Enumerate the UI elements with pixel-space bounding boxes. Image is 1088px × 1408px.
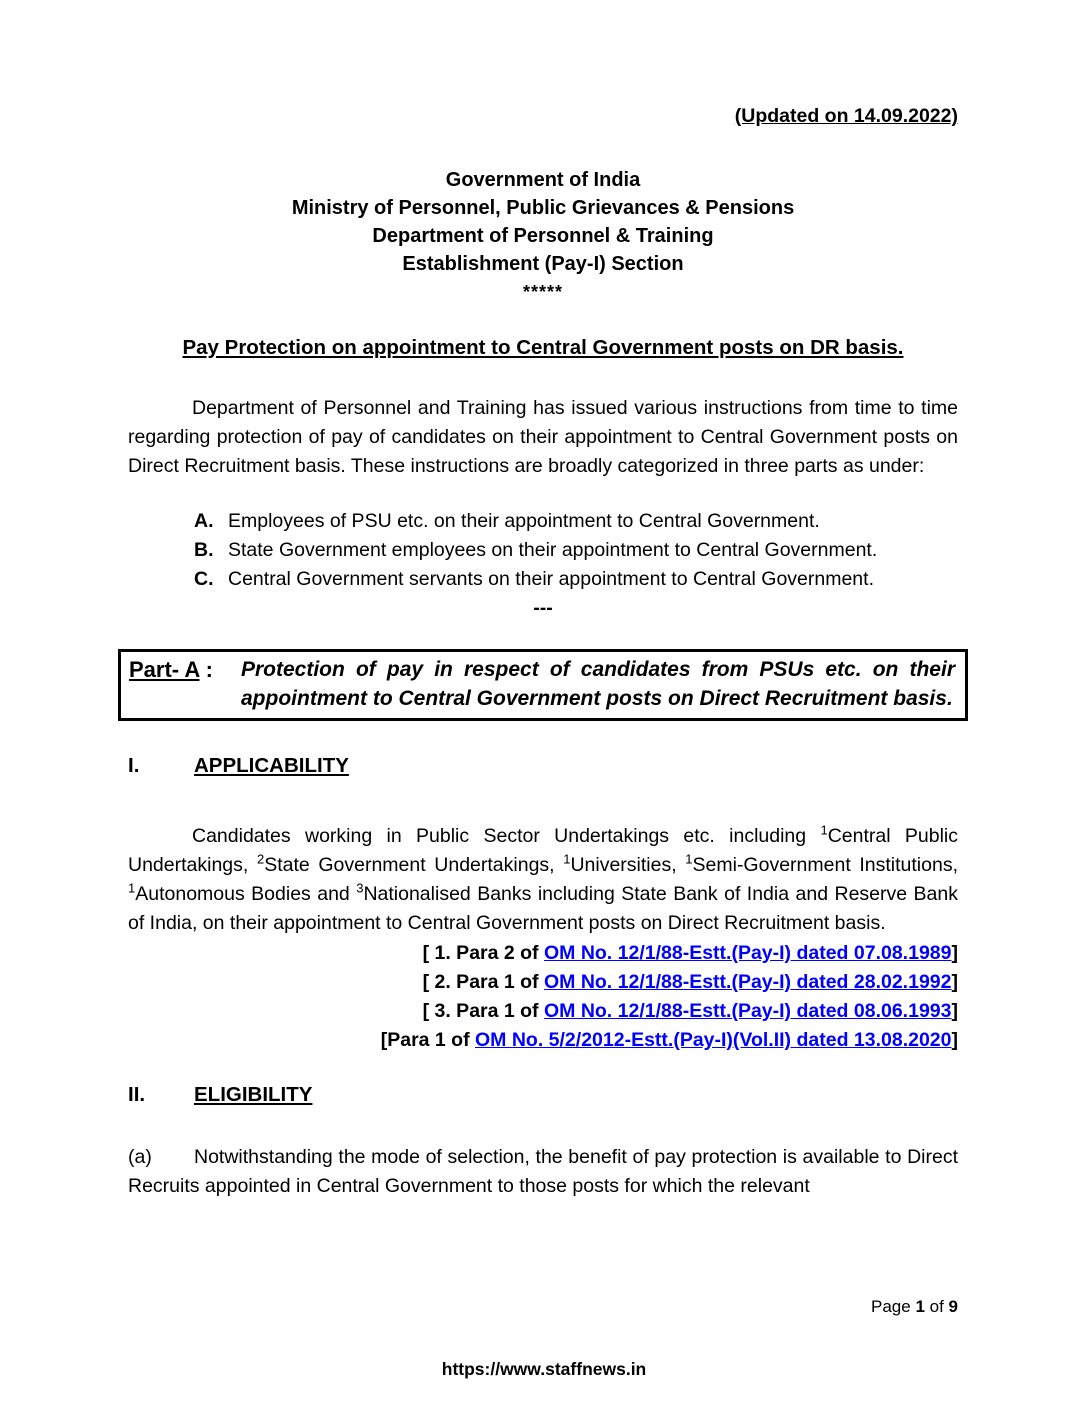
footnote-marker: 1 — [563, 851, 571, 867]
section-number: II. — [128, 1083, 146, 1106]
list-item-text: Central Government servants on their appointment to Central Government. — [228, 568, 874, 590]
footnote-marker: 3 — [356, 880, 364, 896]
applicability-text: Universities, — [570, 854, 686, 876]
section-title: APPLICABILITY — [194, 754, 349, 777]
page-number — [871, 1296, 958, 1318]
document-title — [128, 336, 958, 360]
list-item — [194, 536, 958, 565]
section-heading-applicability — [128, 753, 958, 778]
applicability-text: Nationalised Banks including State Bank of India and Reserve Bank of India, on their appointment to Central Government posts on Direct Recruitment basis. — [128, 883, 958, 934]
list-item — [194, 507, 958, 536]
reference-suffix: ] — [951, 1000, 958, 1022]
eligibility-paragraph — [128, 1143, 958, 1201]
applicability-paragraph — [128, 822, 958, 938]
reference-prefix: [Para 1 of — [380, 1029, 476, 1051]
footnote-marker: 1 — [820, 822, 828, 838]
letterhead-stars: ***** — [522, 282, 564, 302]
reference-line — [128, 939, 958, 968]
clause-text: Notwithstanding the mode of selection, the benefit of pay protection is available to Direct Recruits appointed in Central Government to those posts for which the relevant — [128, 1146, 958, 1197]
footnote-marker: 1 — [128, 880, 136, 896]
letterhead-line-section: Establishment (Pay-I) Section — [402, 253, 684, 275]
applicability-text: State Government Undertakings, — [264, 854, 564, 876]
reference-line — [128, 997, 958, 1026]
of-word: of — [924, 1297, 949, 1316]
part-a-colon: : — [199, 657, 213, 682]
applicability-text: Candidates working in Public Sector Undertakings etc. including — [192, 825, 821, 847]
page-word: Page — [871, 1297, 916, 1316]
updated-note — [128, 104, 958, 128]
section-title: ELIGIBILITY — [194, 1083, 313, 1106]
applicability-text: Autonomous Bodies and — [135, 883, 357, 905]
reference-suffix: ] — [951, 942, 958, 964]
document-content — [128, 0, 958, 1201]
part-a-box — [118, 649, 968, 721]
reference-line — [128, 968, 958, 997]
list-item — [194, 565, 958, 594]
om-link[interactable]: OM No. 12/1/88-Estt.(Pay-I) dated 07.08.1989 — [543, 942, 952, 964]
section-number: I. — [128, 754, 140, 777]
part-a-label — [129, 655, 241, 713]
updated-note-text: (Updated on 14.09.2022) — [734, 105, 958, 127]
reference-list — [128, 939, 958, 1055]
footnote-marker: 1 — [685, 851, 693, 867]
page-total: 9 — [948, 1297, 958, 1316]
reference-suffix: ] — [951, 971, 958, 993]
om-link[interactable]: OM No. 12/1/88-Estt.(Pay-I) dated 08.06.1993 — [543, 1000, 952, 1022]
separator-dashes: --- — [533, 597, 553, 619]
applicability-text: Semi-Government Institutions, — [692, 854, 958, 876]
letterhead-line-department: Department of Personnel & Training — [372, 225, 714, 247]
clause-label: (a) — [128, 1146, 152, 1168]
reference-prefix: [ 1. Para 2 of — [422, 942, 544, 964]
list-item-text: State Government employees on their appointment to Central Government. — [228, 539, 878, 561]
document-title-text: Pay Protection on appointment to Central Government posts on DR basis. — [182, 336, 904, 359]
letterhead-line-govt: Government of India — [445, 169, 641, 191]
om-link[interactable]: OM No. 5/2/2012-Estt.(Pay-I)(Vol.II) dated 13.08.2020 — [475, 1029, 952, 1051]
list-item-label: A. — [194, 510, 214, 532]
list-item-text: Employees of PSU etc. on their appointment to Central Government. — [228, 510, 820, 532]
reference-line — [128, 1026, 958, 1055]
category-list — [194, 507, 958, 594]
reference-prefix: [ 3. Para 1 of — [422, 1000, 544, 1022]
part-a-body: Protection of pay in respect of candidates from PSUs etc. on their appointment to Central Government posts on Direct Recruitment basis. — [241, 658, 955, 710]
part-a-label-text: Part- A — [129, 657, 200, 682]
footnote-marker: 2 — [256, 851, 265, 867]
list-item-label: C. — [194, 568, 214, 590]
letterhead-line-ministry: Ministry of Personnel, Public Grievances & Pensions — [291, 197, 795, 219]
website-footer: https://www.staffnews.in — [441, 1359, 647, 1379]
applicability-text: Central Public Undertakings, — [128, 825, 958, 876]
page-current: 1 — [915, 1297, 925, 1316]
list-item-label: B. — [194, 539, 214, 561]
letterhead — [128, 166, 958, 306]
intro-paragraph: Department of Personnel and Training has issued various instructions from time to time regarding protection of pay of candidates on their appointment to Central Government posts on Direct Recruitment basis. These instructions are broadly categorized in three parts as under: — [128, 397, 958, 477]
reference-prefix: [ 2. Para 1 of — [422, 971, 544, 993]
om-link[interactable]: OM No. 12/1/88-Estt.(Pay-I) dated 28.02.1992 — [543, 971, 952, 993]
reference-suffix: ] — [951, 1029, 958, 1051]
section-heading-eligibility — [128, 1082, 958, 1107]
